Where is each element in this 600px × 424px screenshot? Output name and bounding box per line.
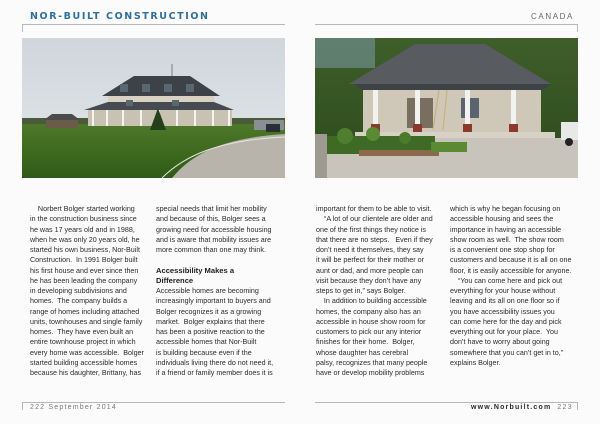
text-line: because his daughter, Brittany, has [30,369,142,377]
text-line: if a friend or family member does it is [156,369,273,377]
header-rule-cap [577,24,578,32]
text-line: one of the first things they notice is [316,225,426,234]
text-line: everything out for your place. You [450,328,558,336]
country-label: CANADA [531,12,574,21]
text-line: show room as well. The show room [450,235,564,244]
text-line: is building because even if the [156,348,252,357]
text-line: started building accessible homes [30,358,138,367]
text-line: palsy, recognizes that many people [316,358,428,367]
text-line: homes. The company builds a [30,297,128,306]
text-line: started his own business, Nor-Built [30,246,140,254]
article-column-1 [30,204,158,378]
text-line: customers to pick our any interior [316,328,422,336]
article-column-2 [156,204,284,378]
text-line: he was 17 years old and in 1988, [30,225,135,234]
text-line: visit because they don’t have any [316,276,422,285]
text-line: “You can come here and pick out [450,276,563,285]
text-line: special needs that limit her mobility [156,205,267,213]
text-line: customers and because it is all on one [450,256,572,265]
photo-accessible-home [315,38,578,178]
text-line: accessible in house show room for [316,317,426,326]
text-line: floor, it is easily accessible for anyone. [450,266,572,275]
header-rule-left [22,24,285,25]
website-url[interactable]: www.Norbuilt.com [471,404,552,411]
header-rule-right [315,24,578,25]
text-line: and is aware that mobility issues are [156,235,272,244]
photo-house-porch [22,38,285,178]
brand-name: NOR-BUILT CONSTRUCTION [30,11,210,22]
text-line: more common than one may think. [156,246,266,254]
text-line: “A lot of our clientele are older and [316,215,433,224]
photo-accessible-home-image [315,38,578,178]
text-line: and because of this, Bolger sees a [156,215,266,224]
footer-rule-cap [577,402,578,410]
text-line: growing need for accessible housing [156,225,272,234]
text-line: homes. They have even built an [30,328,134,336]
photo-house-porch-image [22,38,285,178]
text-line: in the construction business since [30,215,137,224]
text-line: everything for your house without [450,287,556,295]
text-line: has been a positive reaction to the [156,328,265,336]
page-number: 223 [557,404,573,411]
subheading: Accessibility Makes a [156,265,235,275]
text-line: can come here for the day and pick [450,317,562,326]
text-line: In addition to building accessible [316,297,427,306]
text-line: aunt or dad, and more people can [316,266,424,275]
text-line: don’t have to worry about going [450,338,550,347]
text-line: which is why he began focusing on [450,205,561,213]
text-line: you have accessibility issues you [450,307,555,316]
page-folio-left: 222 September 2014 [30,404,117,411]
text-line: don’t need it themselves, they say [316,246,424,254]
text-line: when he was only 20 years old, he [30,235,140,244]
text-line: accessible homes that Nor-Built [156,338,257,347]
text-line: Construction. In 1991 Bolger built [30,256,138,265]
header-rule-cap [22,24,23,32]
page-folio-right [471,404,573,411]
text-line: that there are no steps. Even if they [316,235,433,244]
text-line: accessible housing and sees the [450,215,554,224]
text-line: importance in having an accessible [450,225,562,234]
text-line: Norbert Bolger started working [30,205,135,213]
text-line: explains Bolger. [450,358,501,367]
text-line: steps to get in,” says Bolger. [316,287,406,295]
text-line: have or develop mobility problems [316,369,425,377]
footer-rule-left [22,402,285,403]
text-line: somewhere that you can’t get in to,” [450,348,564,357]
text-line: he has been leading the company [30,276,138,285]
text-line: homes, the company also has an [316,307,421,316]
text-line: individuals living there do not need it, [156,358,274,367]
text-line: range of homes including attached [30,307,140,316]
text-line: important for them to be able to visit. [316,205,432,213]
subheading: Difference [156,275,194,285]
footer-rule-cap [22,402,23,410]
text-line: increasingly important to buyers and [156,297,271,306]
text-line: market. Bolger explains that there [156,317,265,326]
article-column-3 [316,204,444,378]
article-column-4 [450,204,578,368]
text-line: finishes for their home. Bolger, [316,338,415,347]
text-line: whose daughter has cerebral [316,348,409,357]
text-line: units, townhouses and single family [30,317,143,326]
text-line: every home was accessible. Bolger [30,348,144,357]
text-line: his first house and ever since then [30,266,139,275]
text-line: entire townhouse project in which [30,338,136,347]
text-line [156,255,284,265]
text-line: it will be perfect for their mother or [316,256,424,265]
text-line: Accessible homes are becoming [156,287,259,295]
text-line: in developing subdivisions and [30,287,127,295]
footer-rule-right [315,402,578,403]
text-line: Bolger recognizes it as a growing [156,307,262,316]
text-line: leaving and its all on one floor so if [450,297,560,306]
text-line: is a convenient one stop shop for [450,246,555,254]
